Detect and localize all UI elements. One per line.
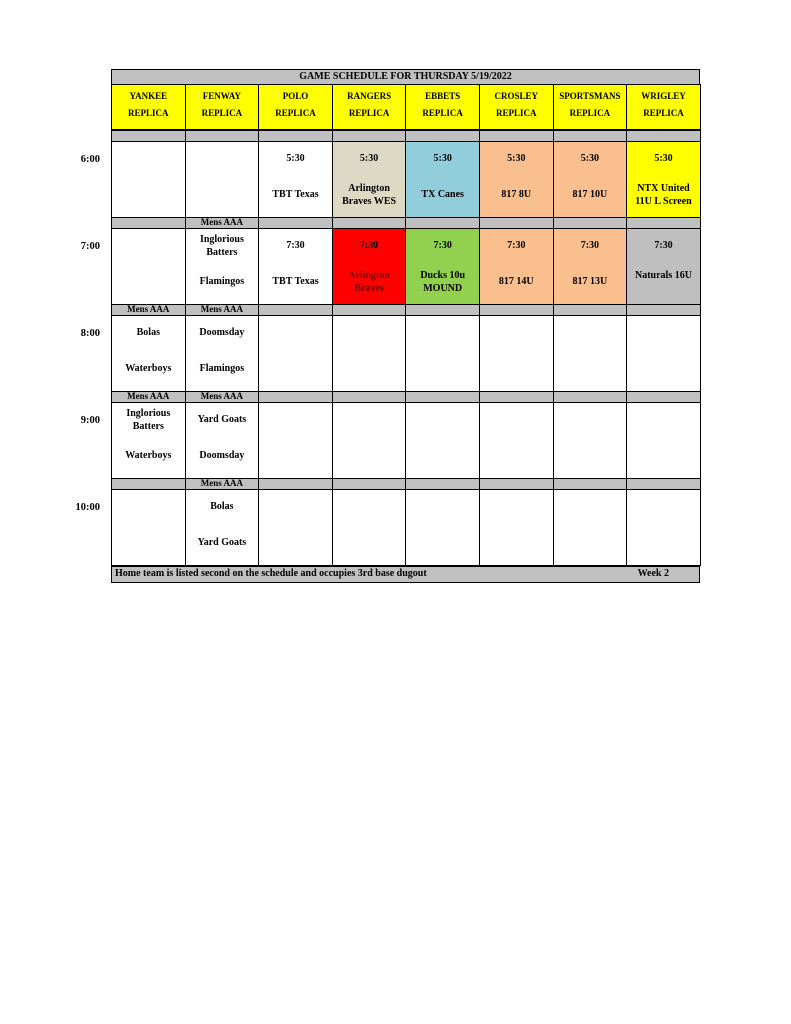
game-slot (626, 141, 701, 218)
time-label: 7:00 (80, 241, 100, 252)
slot-top-text: Inglorious Batters (199, 234, 244, 258)
game-slot (258, 402, 333, 479)
game-slot (626, 489, 701, 566)
field-name: EBBETS (425, 91, 461, 101)
game-slot (111, 141, 186, 218)
separator-cell: Mens AAA (111, 391, 186, 403)
game-slot (111, 489, 186, 566)
slot-bottom-text: Yard Goats (197, 537, 247, 548)
slot-bottom-text: TBT Texas (272, 189, 319, 200)
time-label: 10:00 (75, 502, 100, 513)
field-header-3 (332, 84, 407, 130)
field-name: RANGERS (347, 91, 392, 101)
slot-bottom-text: TBT Texas (272, 276, 319, 287)
time-label: 9:00 (80, 415, 100, 426)
game-slot (553, 402, 628, 479)
game-slot (332, 315, 407, 392)
slot-top-text: 7:30 (580, 240, 600, 251)
game-slot (111, 315, 186, 392)
slot-top-text: 7:30 (507, 240, 526, 251)
week-label: Week 2 (637, 568, 669, 579)
field-header-2 (258, 84, 333, 130)
slot-bottom-text: Arlington Braves WES (342, 183, 397, 207)
game-slot (185, 402, 260, 479)
game-slot (553, 141, 628, 218)
separator-cell: Mens AAA (185, 217, 260, 229)
field-header-0 (111, 84, 186, 130)
slot-bottom-text: 817 10U (572, 189, 608, 200)
game-slot (258, 141, 333, 218)
slot-top-text: 5:30 (507, 153, 526, 164)
slot-top-text: Bolas (210, 501, 234, 512)
field-header-6 (553, 84, 628, 130)
game-slot (405, 489, 480, 566)
slot-top-text: 5:30 (286, 153, 305, 164)
field-type: REPLICA (643, 108, 684, 118)
game-slot (332, 228, 407, 305)
field-name: CROSLEY (494, 91, 539, 101)
field-type: REPLICA (569, 108, 611, 118)
field-name: YANKEE (129, 91, 168, 101)
separator-cell: Mens AAA (111, 304, 186, 316)
game-slot (626, 315, 701, 392)
game-slot (185, 315, 260, 392)
home-team-note: Home team is listed second on the schedule and occupies 3rd base dugout (115, 568, 427, 579)
slot-top-text: 7:30 (359, 240, 379, 251)
slot-top-text: 5:30 (654, 153, 673, 164)
slot-top-text: 7:30 (433, 240, 452, 251)
field-type: REPLICA (201, 108, 243, 118)
field-header-5 (479, 84, 554, 130)
game-slot (405, 402, 480, 479)
game-slot (111, 402, 186, 479)
slot-top-text: Yard Goats (197, 414, 247, 425)
slot-top-text: Inglorious Batters (126, 408, 171, 432)
field-header-4 (405, 84, 480, 130)
schedule-footer (111, 566, 700, 583)
slot-top-text: 5:30 (433, 153, 452, 164)
game-slot (553, 315, 628, 392)
slot-top-text: 5:30 (580, 153, 600, 164)
game-slot (553, 228, 628, 305)
slot-bottom-text: TX Canes (421, 189, 464, 200)
slot-top-text: Bolas (136, 327, 160, 338)
schedule-title: GAME SCHEDULE FOR THURSDAY 5/19/2022 (111, 69, 700, 85)
game-slot (185, 228, 260, 305)
field-name: POLO (282, 91, 309, 101)
separator-cell: Mens AAA (185, 478, 260, 490)
slot-bottom-text: NTX United 11U L Screen (635, 183, 692, 207)
game-slot (332, 402, 407, 479)
game-slot (258, 489, 333, 566)
game-slot (479, 402, 554, 479)
field-name: FENWAY (202, 91, 241, 101)
field-name: WRIGLEY (641, 91, 686, 101)
field-name: SPORTSMANS (559, 91, 621, 101)
game-slot (405, 315, 480, 392)
game-slot (111, 228, 186, 305)
slot-bottom-text: 817 13U (572, 276, 608, 287)
slot-bottom-text: Flamingos (199, 276, 245, 287)
slot-top-text: 7:30 (654, 240, 673, 251)
slot-top-text: 5:30 (359, 153, 379, 164)
slot-bottom-text: Flamingos (199, 363, 245, 374)
field-type: REPLICA (496, 108, 537, 118)
game-slot (626, 402, 701, 479)
game-slot (479, 141, 554, 218)
game-slot (332, 489, 407, 566)
slot-bottom-text: Naturals 16U (635, 270, 692, 281)
slot-top-text: 7:30 (286, 240, 305, 251)
game-slot (185, 489, 260, 566)
field-header-7 (626, 84, 701, 130)
time-label: 6:00 (80, 154, 100, 165)
game-slot (405, 141, 480, 218)
game-slot (626, 228, 701, 305)
game-slot (258, 315, 333, 392)
slot-bottom-text: Arlington Braves (348, 270, 390, 294)
field-type: REPLICA (348, 108, 390, 118)
game-slot (479, 315, 554, 392)
separator-cell: Mens AAA (185, 391, 260, 403)
game-slot (332, 141, 407, 218)
game-slot (185, 141, 260, 218)
field-type: REPLICA (422, 108, 463, 118)
slot-bottom-text: 817 8U (501, 189, 532, 200)
time-label: 8:00 (80, 328, 100, 339)
slot-bottom-text: Waterboys (125, 363, 172, 374)
game-slot (258, 228, 333, 305)
field-type: REPLICA (275, 108, 316, 118)
slot-top-text: Doomsday (199, 327, 245, 338)
slot-bottom-text: Ducks 10u MOUND (420, 270, 466, 294)
game-slot (479, 228, 554, 305)
field-header-1 (185, 84, 260, 130)
game-slot (553, 489, 628, 566)
slot-bottom-text: Doomsday (199, 450, 245, 461)
slot-bottom-text: 817 14U (498, 276, 534, 287)
game-slot (479, 489, 554, 566)
game-slot (405, 228, 480, 305)
slot-bottom-text: Waterboys (125, 450, 172, 461)
separator-cell: Mens AAA (185, 304, 260, 316)
field-type: REPLICA (128, 108, 169, 118)
schedule-sheet (111, 69, 700, 583)
